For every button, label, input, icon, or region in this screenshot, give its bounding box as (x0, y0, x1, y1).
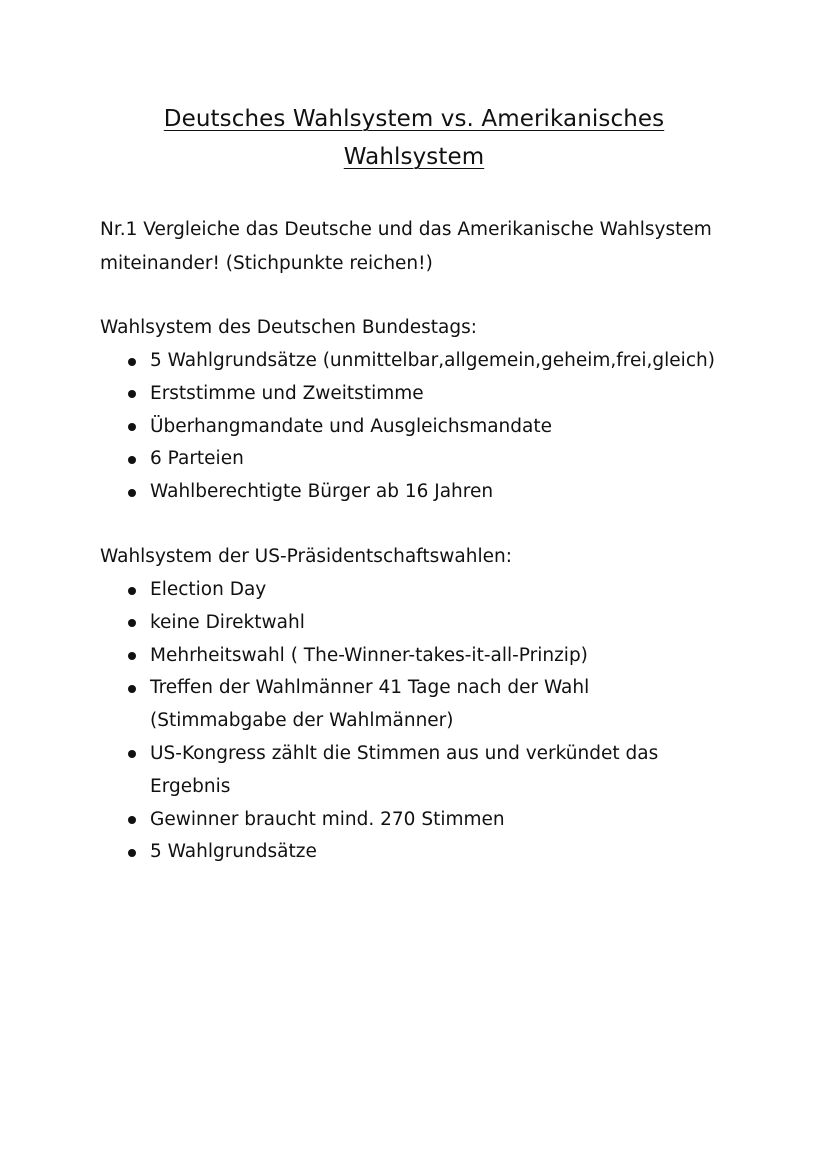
list-item-text: keine Direktwahl (150, 611, 305, 633)
list-item (100, 804, 760, 837)
list-item: 6 Parteien (100, 443, 760, 476)
list-item (100, 672, 760, 738)
task-instruction (100, 213, 740, 281)
list-item-text-continued: Ergebnis (150, 775, 231, 797)
list-item (100, 738, 760, 804)
list-item: Erststimme und Zweitstimme (100, 378, 760, 411)
list-item-text: Gewinner braucht mind. 270 Stimmen (150, 808, 505, 830)
bullet-list-usa (100, 574, 760, 869)
list-item (100, 574, 760, 607)
list-item-text: Mehrheitswahl ( The-Winner-takes-it-all-Prinzip) (150, 644, 588, 666)
section-usa (100, 541, 760, 869)
list-item-text: US-Kongress zählt die Stimmen aus und verkündet das (150, 742, 659, 764)
section-germany (100, 312, 760, 509)
list-item-text: 5 Wahlgrundsätze (150, 841, 317, 863)
task-line-1: Nr.1 Vergleiche das Deutsche und das Amerikanische Wahlsystem (100, 219, 712, 240)
list-item-text-continued: (Stimmabgabe der Wahlmänner) (150, 710, 454, 732)
list-item: 5 Wahlgrundsätze (unmittelbar,allgemein,geheim,frei,gleich) (100, 345, 760, 378)
bullet-list-germany (100, 345, 760, 509)
title-line-1: Deutsches Wahlsystem vs. Amerikanisches (163, 106, 665, 132)
list-item: Überhangmandate und Ausgleichsmandate (100, 411, 760, 444)
list-item-text: Treffen der Wahlmänner 41 Tage nach der Wahl (150, 677, 590, 699)
section-heading-usa: Wahlsystem der US-Präsidentschaftswahlen: (100, 546, 512, 567)
list-item-text: Election Day (150, 579, 267, 600)
list-item (100, 607, 760, 640)
document-title (100, 100, 728, 176)
list-item (100, 640, 760, 673)
task-line-2: miteinander! (Stichpunkte reichen!) (100, 253, 433, 274)
list-item (100, 836, 760, 869)
title-line-2: Wahlsystem (343, 144, 485, 170)
section-heading-germany: Wahlsystem des Deutschen Bundestags: (100, 317, 477, 338)
list-item: Wahlberechtigte Bürger ab 16 Jahren (100, 476, 760, 509)
